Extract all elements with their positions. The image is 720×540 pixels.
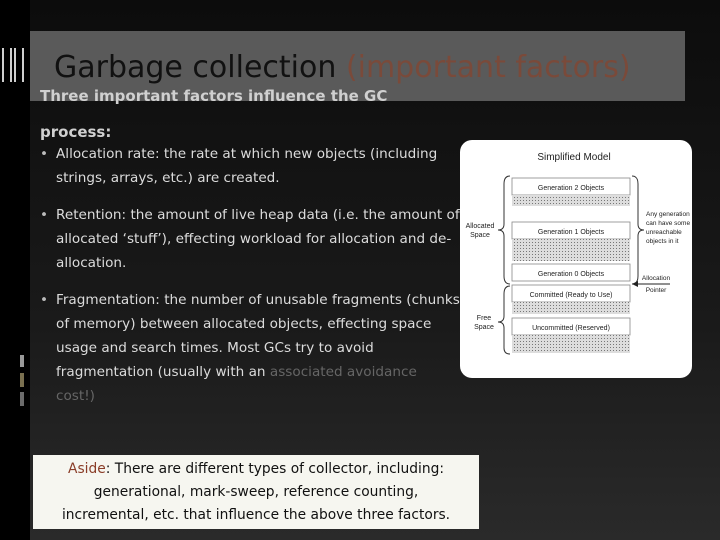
bullet-retention: • Retention: the amount of live heap data (i.e. the amount of allocated ‘stuff’), effecting workload for allocation and de-allocation. bbox=[40, 203, 460, 275]
memory-model-svg bbox=[460, 140, 692, 378]
generation-brace bbox=[632, 176, 644, 284]
allocated-brace bbox=[498, 176, 510, 284]
block-committed-label: Committed (Ready to Use) bbox=[529, 292, 613, 299]
aside-text-1: : There are different types of collector, including: bbox=[105, 461, 444, 477]
note-any-generation-3: unreachable bbox=[646, 229, 682, 236]
bullet-fragmentation bbox=[40, 288, 460, 408]
block-uncommitted-label: Uncommitted (Reserved) bbox=[532, 325, 610, 332]
note-any-generation-1: Any generation bbox=[646, 211, 690, 218]
label-allocated: Allocated bbox=[465, 223, 495, 230]
title-accent: (important factors) bbox=[336, 50, 631, 85]
block-gen0-label: Generation 0 Objects bbox=[537, 271, 605, 278]
note-any-generation-4: objects in it bbox=[646, 238, 679, 245]
title-ornament bbox=[2, 48, 12, 82]
aside-box bbox=[33, 455, 479, 529]
label-allocated-space: Space bbox=[470, 232, 490, 239]
bullet-allocation-rate: • Allocation rate: the rate at which new objects (including strings, arrays, etc.) are created. bbox=[40, 142, 460, 190]
aside-line-3: incremental, etc. that influence the above three factors. bbox=[61, 507, 451, 523]
aside-line-2: generational, mark-sweep, reference counting, bbox=[93, 484, 419, 500]
block-gen2-label: Generation 2 Objects bbox=[537, 185, 605, 192]
block-dots bbox=[512, 195, 630, 206]
bullet-fragmentation-text: Fragmentation: the number of unusable fragments (chunks of memory) between allocated objects, effecting space usage and search times. Most GCs try to avoid fragmentation (usually with an bbox=[56, 292, 460, 380]
diagram-title: Simplified Model bbox=[537, 152, 611, 163]
bullet-fragmentation-faded: associated avoidance cost!) bbox=[56, 364, 417, 404]
bullet-list bbox=[40, 142, 460, 421]
side-decoration bbox=[20, 392, 24, 406]
label-free: Free bbox=[476, 315, 492, 322]
intro-text: Three important factors influence the GC process: bbox=[40, 87, 388, 141]
free-brace bbox=[498, 286, 510, 354]
block-gen1-label: Generation 1 Objects bbox=[537, 229, 605, 236]
title-main: Garbage collection bbox=[54, 50, 337, 85]
note-pointer: Pointer bbox=[645, 287, 667, 294]
title-ornament bbox=[14, 48, 24, 82]
memory-model-diagram bbox=[460, 140, 692, 378]
aside-label: Aside bbox=[68, 461, 106, 477]
block-dots bbox=[512, 335, 630, 353]
label-free-space: Space bbox=[474, 324, 494, 331]
note-allocation: Allocation bbox=[641, 275, 671, 282]
aside-line-1 bbox=[33, 458, 479, 481]
side-decoration bbox=[20, 373, 24, 387]
block-dots bbox=[512, 302, 630, 314]
block-dots bbox=[512, 239, 630, 261]
note-any-generation-2: can have some bbox=[646, 220, 691, 227]
arrow-head-icon bbox=[632, 281, 638, 287]
side-decoration bbox=[20, 355, 24, 367]
